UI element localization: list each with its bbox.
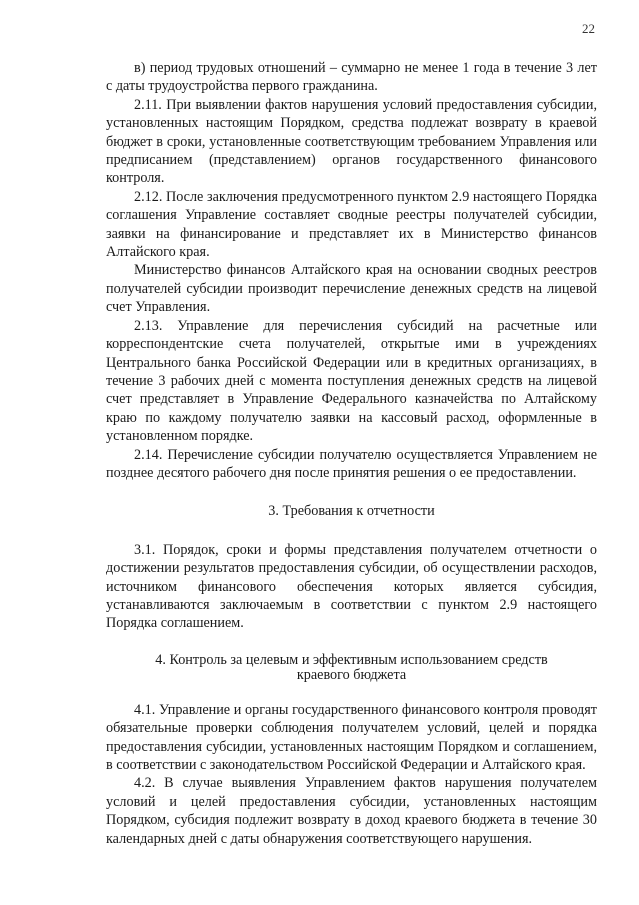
section-4-heading-line2: краевого бюджета	[296, 666, 407, 683]
paragraph-item-v: в) период трудовых отношений – суммарно не менее 1 года в течение 3 лет с даты трудоустройства первого гражданина.	[106, 60, 597, 95]
page-number: 22	[582, 21, 595, 36]
paragraph-4-1: 4.1. Управление и органы государственного финансового контроля проводят обязательные проверки соблюдения получателем условий, целей и порядка предоставления субсидии, установленных настоящим Порядком и соглашением, в соответствии с законодательством Российской Федерации и Алтайского края.	[106, 701, 597, 773]
paragraph-3-1: 3.1. Порядок, сроки и формы представления получателем отчетности о достижении результатов предоставления субсидии, об осуществлении расходов, источником финансового обеспечения которых является субсидия, устанавливаются заключаемым в соответствии с пунктом 2.9 настоящего Порядка соглашением.	[106, 541, 597, 632]
paragraph-4-2: 4.2. В случае выявления Управлением фактов нарушения получателем условий и целей предоставления субсидии, установленных настоящим Порядком, субсидия подлежит возврату в доход краевого бюджета в течение 30 календарных дней с даты обнаружения соответствующего нарушения.	[106, 775, 597, 847]
paragraph-2-12: 2.12. После заключения предусмотренного пунктом 2.9 настоящего Порядка соглашения Управление составляет сводные реестры получателей субсидии, заявки на финансирование и представляет их в Министерство финансов Алтайского края.	[106, 188, 597, 261]
paragraph-2-13: 2.13. Управление для перечисления субсидий на расчетные или корреспондентские счета получателей, открытые ими в учреждениях Центрального банка Российской Федерации или в кредитных организациях, в течение 3 рабочих дней с момента поступления денежных средств на лицевой счет представляет в Управление Федерального казначейства по Алтайскому краю по каждому получателю заявки на кассовый расход, оформленные в установленном порядке.	[106, 317, 597, 445]
paragraph-2-14: 2.14. Перечисление субсидии получателю осуществляется Управлением не позднее десятого рабочего дня после принятия решения о ее предоставлении.	[106, 446, 597, 481]
section-4-heading	[106, 653, 597, 683]
section-4-heading-line1: 4. Контроль за целевым и эффективным использованием средств	[155, 651, 548, 668]
paragraph-ministry: Министерство финансов Алтайского края на основании сводных реестров получателей субсидии производит перечисление денежных средств на лицевой счет Управления.	[106, 262, 597, 316]
section-3-heading: 3. Требования к отчетности	[268, 503, 435, 520]
document-body	[106, 59, 597, 848]
paragraph-2-11: 2.11. При выявлении фактов нарушения условий предоставления субсидии, установленных настоящим Порядком, средства подлежат возврату в краевой бюджет в сроки, установленные соответствующим требованием Управления или предписанием (представлением) органов государственного финансового контроля.	[106, 96, 597, 187]
